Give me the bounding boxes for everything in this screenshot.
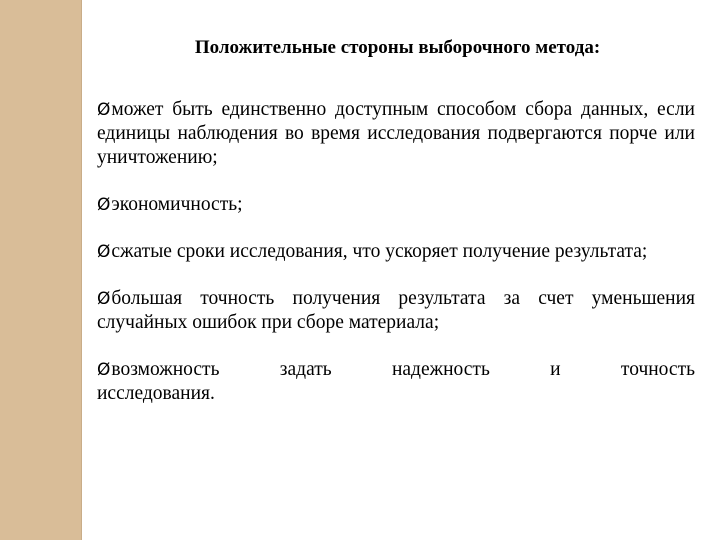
bullet-list xyxy=(97,98,695,429)
arrow-bullet-icon: Ø xyxy=(97,195,111,215)
bullet-item xyxy=(97,358,695,406)
bullet-text: сжатые сроки исследования, что ускоряет получение результата; xyxy=(111,241,648,262)
bullet-text: возможность задать надежность и точность xyxy=(111,359,695,380)
bullet-text: большая точность получения результата за счет уменьшения случайных ошибок при сборе материала; xyxy=(97,288,695,333)
arrow-bullet-icon: Ø xyxy=(97,360,111,380)
bullet-item xyxy=(97,98,695,170)
bullet-item xyxy=(97,240,695,264)
bullet-continuation: исследования. xyxy=(97,383,215,404)
bullet-item xyxy=(97,287,695,335)
bullet-text: экономичность; xyxy=(111,194,243,215)
bullet-text: может быть единственно доступным способом сбора данных, если единицы наблюдения во время исследования подвергаются порче или уничтожению; xyxy=(97,99,695,168)
bullet-item xyxy=(97,193,695,217)
arrow-bullet-icon: Ø xyxy=(97,289,111,309)
arrow-bullet-icon: Ø xyxy=(97,100,111,120)
slide-title: Положительные стороны выборочного метода: xyxy=(194,37,601,58)
decorative-sidebar xyxy=(0,0,82,540)
arrow-bullet-icon: Ø xyxy=(97,242,111,262)
